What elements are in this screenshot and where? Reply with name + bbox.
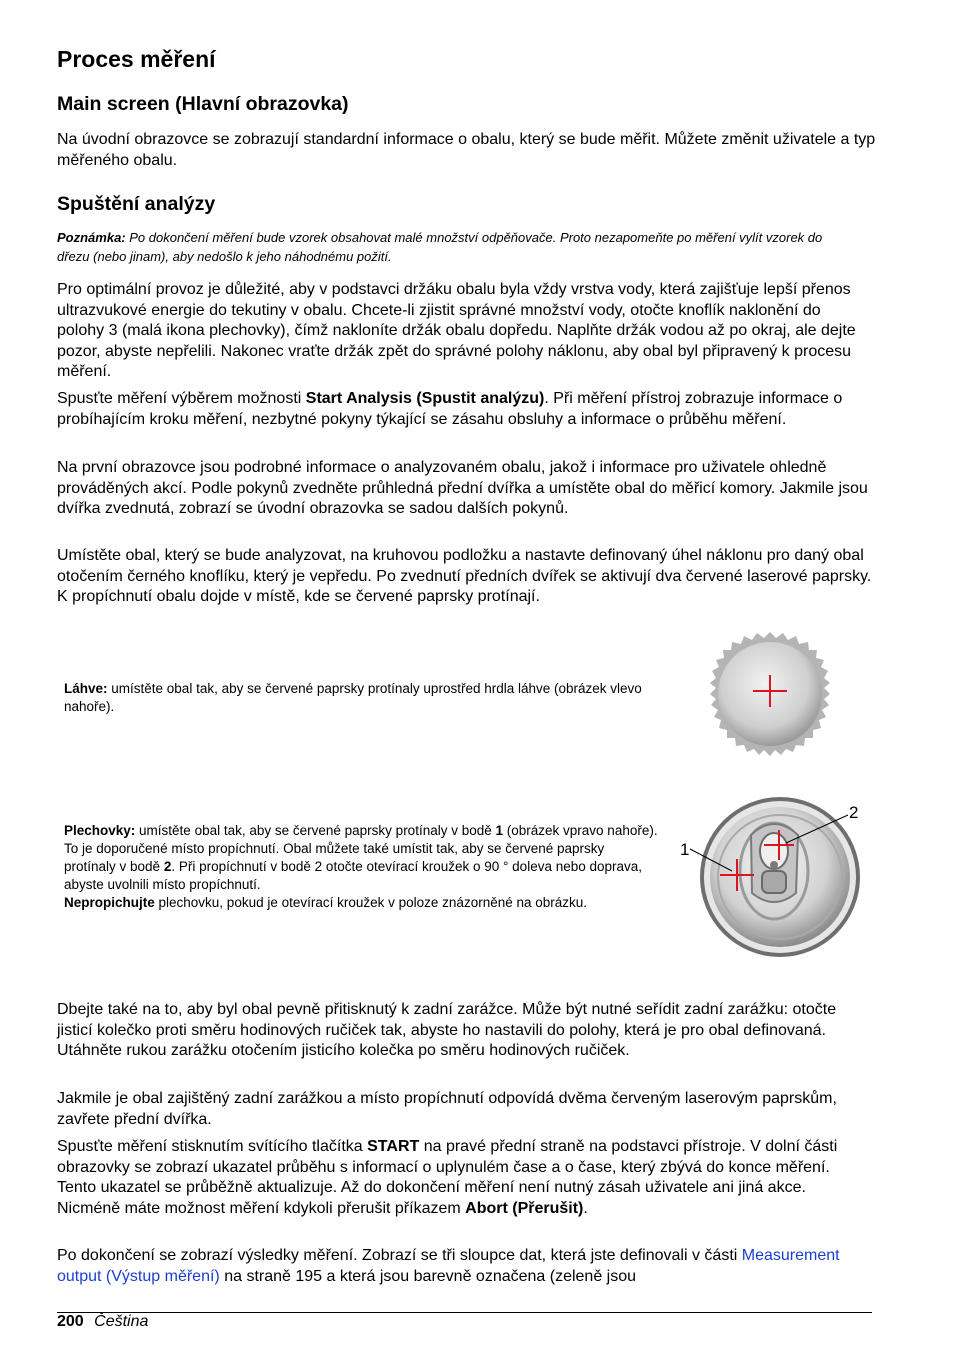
note-text: Po dokončení měření bude vzorek obsahovat malé množství odpěňovače. Proto nezapomeňte po měření vylít vzorek do dřezu (nebo jinam), aby nedošlo k jeho náhodnému požití. xyxy=(57,230,823,264)
section-heading-start-analysis: Spuštění analýzy xyxy=(57,193,216,215)
callout-label-1: 1 xyxy=(680,840,690,859)
paragraph-first-screen: Na první obrazovce jsou podrobné informace o analyzovaném obalu, jakož i informace pro uživatele ohledně prováděných akcí. Podle pokynů zvedněte průhledná přední dvířka a umístěte obal do měřicí komory. Jakmile jsou dvířka zvednutá, zobrazí se úvodní obrazovka se sadou dalších pokynů. xyxy=(57,459,868,517)
footer-language: Čeština xyxy=(94,1313,149,1330)
page-number: 200 xyxy=(57,1313,84,1330)
can-label: Plechovky: xyxy=(64,823,136,838)
paragraph-place-container: Umístěte obal, který se bude analyzovat, na kruhovou podložku a nastavte definovaný úhel náklonu pro daný obal otočením černého knoflíku, který je vepředu. Po zvednutí předních dvířek se aktivují dva červené laserové paprsky. K propíchnutí obalu dojde v místě, kde se červené paprsky protínají. xyxy=(57,547,872,605)
footer xyxy=(57,1313,148,1331)
bottle-label: Láhve: xyxy=(64,681,108,696)
note-label: Poznámka: xyxy=(57,230,126,245)
intro-paragraph: Na úvodní obrazovce se zobrazují standardní informace o obalu, který se bude měřit. Můžete změnit uživatele a typ měřeného obalu. xyxy=(57,131,876,169)
callout-label-2: 2 xyxy=(849,803,859,822)
page-title: Proces měření xyxy=(57,46,216,72)
paragraph-water-layer: Pro optimální provoz je důležité, aby v podstavci držáku obalu byla vždy vrstva vody, která zajišťuje lepší přenos ultrazvukové energie do tekutiny v obalu. Chcete-li zjistit správné množství vody, otočte knoflík naklonění do polohy 3 (malá ikona plechovky), čímž nakloníte držák obalu dopředu. Naplňte držák vodou až po okraj, ale dejte pozor, abyste nepřelili. Nakonec vraťte držák zpět do správné polohy náklonu, aby obal byl připravený k procesu měření. xyxy=(57,281,856,380)
can-top-image xyxy=(676,793,866,958)
note xyxy=(57,229,847,266)
can-instruction: Plechovky: umístěte obal tak, aby se červené paprsky protínaly v bodě 1 (obrázek vpravo nahoře). To je doporučené místo propíchnutí. Obal můžete také umístit tak, aby se červené paprsky protínaly v bodě 2. Při propíchnutí v bodě 2 otočte otevírací kroužek o 90 ° doleva nebo doprava, abyste uvolnili místo propíchnutí. Nepropichujte plechovku, pokud je otevírací kroužek v poloze znázorněné na obrázku. xyxy=(64,823,658,910)
bottle-instruction: Láhve: umístěte obal tak, aby se červené paprsky protínaly uprostřed hrdla láhve (obrázek vlevo nahoře). xyxy=(64,681,642,714)
paragraph-close-door: Jakmile je obal zajištěný zadní zarážkou a místo propíchnutí odpovídá dvěma červeným laserovým paprskům, zavřete přední dvířka. xyxy=(57,1090,837,1128)
start-analysis-term: Start Analysis (Spustit analýzu) xyxy=(305,390,545,407)
paragraph-back-stop: Dbejte také na to, aby byl obal pevně přitisknutý k zadní zarážce. Může být nutné seřídit zadní zarážku: otočte jisticí kolečko proti směru hodinových ručiček tak, abyste ho nastavili do polohy, která je pro obal definovaná. Utáhněte rukou zarážku otočením jisticího kolečka po směru hodinových ručiček. xyxy=(57,1001,837,1059)
paragraph-results: Po dokončení se zobrazí výsledky měření. Zobrazí se tři sloupce dat, která jste definovali v části Measurement output (Výstup měření) na straně 195 a která jsou barevně označena (zeleně jsou xyxy=(57,1247,840,1285)
paragraph-start-button: Spusťte měření stisknutím svítícího tlačítka START na pravé přední straně na podstavci přístroje. V dolní části obrazovky se zobrazí ukazatel průběhu s informací o uplynulém čase a o čase, který zbývá do konce měření. Tento ukazatel se průběžně aktualizuje. Až do dokončení měření není nutný zásah uživatele ani jiná akce. Nicméně máte možnost měření kdykoli přerušit příkazem Abort (Přerušit). xyxy=(57,1138,838,1217)
bottle-cap-image xyxy=(705,630,835,760)
abort-term: Abort (Přerušit) xyxy=(465,1199,584,1217)
do-not-pierce-label: Nepropichujte xyxy=(64,895,155,910)
section-heading-main-screen: Main screen (Hlavní obrazovka) xyxy=(57,93,349,115)
measurement-output-link[interactable]: Measurement output (Výstup měření) xyxy=(57,1247,840,1285)
paragraph-start-analysis: Spusťte měření výběrem možnosti Start Analysis (Spustit analýzu). Při měření přístroj zobrazuje informace o probíhajícím kroku měření, nezbytné pokyny týkající se zásahu obsluhy a informace o průběhu měření. xyxy=(57,390,843,428)
footer-divider xyxy=(57,1312,872,1313)
start-term: START xyxy=(367,1138,420,1155)
